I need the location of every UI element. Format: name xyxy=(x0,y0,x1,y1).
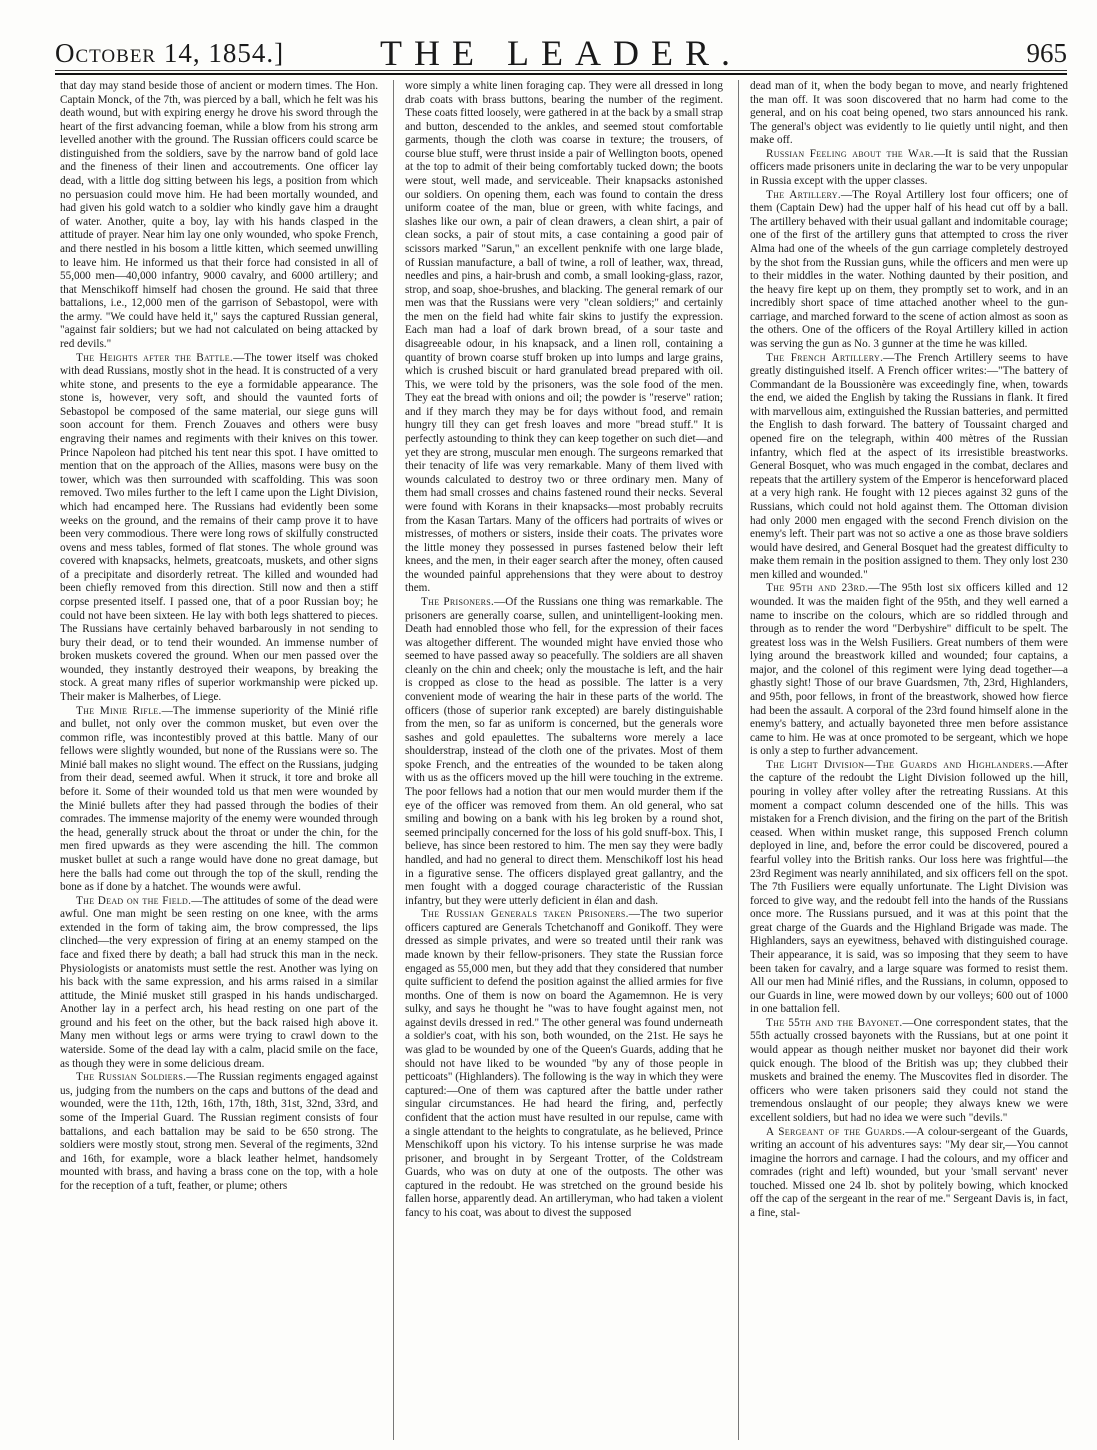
section-heading: The Artillery. xyxy=(766,188,841,201)
paragraph: that day may stand beside those of ancient or modern times. The Hon. Captain Monck, of the 7th, was pierced by a ball, which he felt was his death wound, but with expiring energy he drove his sword through the heart of the first advancing foeman, while a blow from his strong arm levelled another with the ground. The Russian officers could scarce be distinguished from the soldiers, save by the narrow band of gold lace and the fineness of their linen and accoutrements. One officer lay dead, with a little dog sitting between his legs, a position from which no persuasion could move him. He had been mortally wounded, and had given his gold watch to a soldier who kindly gave him a draught of water. Another, quite a boy, lay with his hands clasped in the attitude of prayer. Near him lay one only wounded, who spoke French, and there nestled in his bosom a little kitten, which seemed unwilling to leave him. He informed us that their force had consisted in all of 55,000 men—40,000 infantry, 9000 cavalry, and 6000 artillery; and that Menschikoff himself had chosen the ground. He said that three battalions, i.e., 12,000 men of the garrison of Sebastopol, were with the army. "We could have held it," says the captured Russian general, "against fair soldiers; but we had not calculated on being attacked by red devils." xyxy=(60,80,378,350)
section-heading: Russian Feeling about the War. xyxy=(766,147,934,160)
issue-date: October 14, 1854.] xyxy=(55,38,285,68)
article-columns xyxy=(60,80,1072,1440)
paragraph-text: —The two superior officers captured are Generals Tchetchanoff and Gonikoff. They were dressed as simple privates, and were so treated until their rank was made known by their fellow-prisoners. They state the Russian force engaged as 55,000 men, but they add that they considered that number quite sufficient to defend the position against the allied armies for five months. One of them is now on board the Agamemnon. He is very sulky, and says he thought he "was to have fought against men, not against devils dressed in red." The other general was found underneath a soldier's coat, with his son, both wounded, on the 21st. He says he was glad to be wounded by one of the Queen's Guards, adding that he should not have liked to be wounded "by any of those people in petticoats" (Highlanders). The following is the way in which they were captured:—One of them was captured after the battle under rather singular circumstances. He had heard the firing, and, perfectly confident that the action must have resulted in our repulse, came with a single attendant to the heights to congratulate, as he believed, Prince Menschikoff upon his victory. To his intense surprise he was made prisoner, and brought in by Sergeant Trotter, of the Coldstream Guards, who was on duty at one of the outposts. The other was captured in the redoubt. He was stretched on the ground beside his fallen horse, apparently dead. An artilleryman, who had taken a violent fancy to his coat, was about to divest the supposed xyxy=(405,908,723,1219)
paragraph-text: —The 95th lost six officers killed and 12 wounded. It was the maiden fight of the 95th, and they well earned a name to inscribe on the colours, which are so riddled through and through as to render the word "Derbyshire" difficult to be spelt. The greatest loss was in the Welsh Fusiliers. Great numbers of them were lying around the breastwork killed and wounded; four captains, a major, and the colonel of this regiment were lying dead together—a ghastly sight! Those of our brave Guardsmen, 7th, 23rd, Highlanders, and 95th, poor fellows, in front of the breastwork, showed how fierce had been the assault. A corporal of the 23rd found himself alone in the enemy's battery, and actually bayoneted three men before assistance came to him. He was at once promoted to be sergeant, which we hope is only a step to further advancement. xyxy=(750,582,1068,758)
section-heading: A Sergeant of the Guards. xyxy=(766,1125,906,1138)
paragraph xyxy=(405,596,723,908)
paragraph-text: —The attitudes of some of the dead were awful. One man might be seen resting on one knee, with the arms extended in the form of taking aim, the brow compressed, the lips clinched—the very expression of firing at an enemy stamped on the face and fixed there by death; a ball had struck this man in the neck. Physiologists or anatomists must settle the rest. Another was lying on his back with the same expression, and his arms raised in a similar attitude, the Minié musket still grasped in his hands undischarged. Another lay in a perfect arch, his head resting on one part of the ground and his feet on the other, but the back raised high above it. Many men without legs or arms were trying to crawl down to the waterside. Some of the dead lay with a calm, placid smile on the face, as though they were in some delicious dream. xyxy=(60,894,378,1070)
paragraph xyxy=(750,1017,1068,1126)
column-divider xyxy=(393,80,394,1440)
paragraph xyxy=(60,352,378,705)
paragraph xyxy=(405,908,723,1220)
section-heading: The Dead on the Field. xyxy=(76,894,192,907)
paragraph xyxy=(750,189,1068,352)
paragraph xyxy=(750,148,1068,189)
paragraph-text: —The immense superiority of the Minié rifle and bullet, not only over the common musket, but even over the common rifle, was incontestibly proved at this battle. Many of our fellows were slightly wounded, but none of the Russians were so. The Minié ball makes no slight wound. The effect on the Russians, judging from their dead, seemed awful. When it struck, it tore and broke all before it. Some of their wounded told us that men were wounded by the Minié bullets after they had passed through the bodies of their comrades. The immense majority of the enemy were wounded through the head, generally struck about the throat or under the chin, for the men fired upwards as they were ascending the hill. The common musket bullet at such a range would have done no great damage, but here the balls had come out through the top of the skull, rending the bone as if done by a hatchet. The wounds were awful. xyxy=(60,704,378,894)
paragraph xyxy=(750,759,1068,1017)
paragraph-text: —The French Artillery seems to have greatly distinguished itself. A French officer writes:—"The battery of Commandant de la Boussionère was exceedingly fine, when, towards the end, we aided the English by taking the Russians in flank. It fired with marvellous aim, extinguished the Russian batteries, and permitted the English to dash forward. The battery of Toussaint charged and opened fire on the telegraph, within 400 mètres of the Russian infantry, which fled at the aspect of its irresistible breastworks. General Bosquet, who was much engaged in the combat, declares and repeats that the artillery system of the Emperor is henceforward placed at a very high rank. He fought with 12 pieces against 32 guns of the Russians, which could not hold against them. The Ottoman division had only 2000 men engaged with the second French division on the enemy's left. Their part was not so active a one as those brave soldiers would have desired, and General Bosquet had the greatest difficulty to make them remain in the position assigned to them. They only lost 230 men killed and wounded." xyxy=(750,351,1068,581)
paragraph: wore simply a white linen foraging cap. They were all dressed in long drab coats with brass buttons, bearing the number of the regiment. These coats fitted loosely, were gathered in at the back by a small strap and button, descended to the ankles, and seemed stout comfortable garments, though the cloth was coarse in texture; the trousers, of course blue stuff, were thrust inside a pair of Wellington boots, opened at the top to admit of their being comfortably tucked down; the boots were stout, well made, and serviceable. Their knapsacks astonished our soldiers. On opening them, each was found to contain the dress uniform coatee of the man, blue or green, with white facings, and slashes like our own, a pair of clean drawers, a clean shirt, a pair of clean socks, a pair of stout mits, a case containing a good pair of scissors marked "Sarun," an excellent penknife with one large blade, of Russian manufacture, a ball of twine, a roll of leather, wax, thread, needles and pins, a hair-brush and comb, a small looking-glass, razor, strop, and soap, shoe-brushes, and blacking. The general remark of our men was that the Russians were very "clean soldiers;" and certainly the men on the field had white fair skins to justify the expression. Each man had a loaf of dark brown bread, of a sour taste and disagreeable odour, in his knapsack, and a linen roll, containing a quantity of brown coarse stuff broken up into lumps and large grains, which is crushed biscuit or hard granulated bread prepared with oil. This, we were told by the prisoners, was the sole food of the men. They eat the bread with onions and oil; the powder is "reserve" ration; and if they march they may be for days without food, and remain hungry till they can get fresh loaves and more "bread stuff." It is perfectly astounding to think they can keep together on such diet—and yet they are strong, muscular men enough. The surgeons remarked that their tenacity of life was very remarkable. Many of them lived with wounds calculated to destroy two or three ordinary men. Many of them had small crosses and chains fastened round their necks. Several were found with Korans in their knapsacks—most probably recruits from the Kasan Tartars. Many of the officers had portraits of wives or mistresses, of mothers or sisters, inside their coats. The privates wore the little money they possessed in purses fastened below their left knees, and the men, in their eager search after the money, often caused the wounded painful apprehensions that they were about to destroy them. xyxy=(405,80,723,595)
paragraph xyxy=(750,352,1068,583)
paragraph xyxy=(60,705,378,895)
paragraph xyxy=(750,1126,1068,1221)
section-heading: The Light Division—The Guards and Highlanders. xyxy=(766,758,1034,771)
paragraph xyxy=(60,895,378,1072)
newspaper-title: THE LEADER. xyxy=(380,33,742,73)
paragraph-text: —The Royal Artillery lost four officers; one of them (Captain Dew) had the upper half of his head cut off by a ball. The artillery behaved with their usual gallant and indomitable courage; one of the first of the artillery guns that attempted to cross the river Alma had one of the wheels of the gun carriage completely destroyed by the shot from the Russian guns, while the officers and men were up to their middles in the water. Nothing daunted by their position, and the heavy fire kept up on them, they promptly set to work, and in an incredibly short space of time attached another wheel to the gun-carriage, and marched forward to the scene of action almost as soon as the others. One of the officers of the Royal Artillery killed in action was serving the gun as No. 3 gunner at the time he was killed. xyxy=(750,188,1068,350)
column-1 xyxy=(60,80,378,1440)
page-number: 965 xyxy=(1026,38,1067,68)
masthead-rule-thick xyxy=(55,73,1067,75)
paragraph-text: —A colour-sergeant of the Guards, writing an account of his adventures says: "My dear sir,—You cannot imagine the horrors and carnage. I had the colours, and my officer and comrades (right and left) wounded, but your 'small servant' never touched. Missed one 24 lb. shot by politely bowing, which knocked off the cap of the sergeant in the rear of me." Sergeant Davis is, in fact, a fine, stal- xyxy=(750,1125,1068,1219)
paragraph-text: —Of the Russians one thing was remarkable. The prisoners are generally coarse, sullen, and unintelligent-looking men. Death had ennobled those who fell, for the expression of their faces was altogether different. The wounded might have envied those who seemed to have passed away so peacefully. The soldiers are all shaven cleanly on the chin and cheek; only the moustache is left, and the hair is cropped as close to the head as possible. The latter is a very convenient mode of wearing the hair in these parts of the world. The officers (those of superior rank excepted) are barely distinguishable from the men, so far as uniform is concerned, but the generals wore sashes and gold epaulettes. The subalterns wore merely a lace shoulderstrap, instead of the cloth one of the privates. Most of them spoke French, and the entreaties of the wounded to be taken along with us as the officers moved up the hill were touching in the extreme. The poor fellows had a notion that our men would murder them if the eye of the officer was removed from them. An old general, who sat smiling and bowing on a bank with his leg broken by a round shot, seemed principally concerned for the loss of his gold snuff-box. This, I believe, has since been restored to him. The men say they were badly handled, and had no general to direct them. Menschikoff lost his head in a figurative sense. The officers displayed great gallantry, and the men fought with a dogged courage characteristic of the Russian infantry, but they were utterly deficient in élan and dash. xyxy=(405,595,723,907)
masthead-rule xyxy=(55,70,1067,71)
paragraph-text: —One correspondent states, that the 55th actually crossed bayonets with the Russians, but at one point it would appear as though neither musket nor bayonet did their work quick enough. The blood of the British was up; they clubbed their muskets and brained the enemy. The Muscovites fled in disorder. The officers who were taken prisoners said they could not stand the tremendous onslaught of our people; they always knew we were excellent soldiers, but had no idea we were such "devils." xyxy=(750,1016,1068,1124)
paragraph xyxy=(750,582,1068,759)
paragraph-text: —After the capture of the redoubt the Light Division followed up the hill, pouring in volley after volley after the retreating Russians. At this moment a compact column descended one of the hills. This was mistaken for a French division, and the firing on the part of the British ceased. When within musket range, this supposed French column deployed in line, and, before the error could be discovered, poured a fearful volley into the British ranks. Our loss here was frightful—the 23rd Regiment was nearly annihilated, and six officers fell on the spot. The 7th Fusiliers were equally unfortunate. The Light Division was forced to give way, and the redoubt fell into the hands of the Russians once more. The Russians pursued, and it was at this point that the great charge of the Guards and the Highland Brigade was made. The Highlanders, says an eyewitness, behaved with distinguished courage. Their appearance, it is said, was so imposing that they seem to have been taken for cavalry, and a large square was formed to resist them. All our men had Minié rifles, and the Russians, in column, opposed to our Guards in line, were mowed down by our volleys; 600 out of 1000 in one battalion fell. xyxy=(750,758,1068,1016)
paragraph-text: —The Russian regiments engaged against us, judging from the numbers on the caps and buttons of the dead and wounded, were the 11th, 12th, 16th, 17th, 18th, 31st, 32nd, 33rd, and some of the Imperial Guard. The Russian regiment consists of four battalions, and each battalion may be said to be 650 strong. The soldiers were mostly stout, strong men. Several of the regiments, 32nd and 16th, for example, wore a black leather helmet, handsomely mounted with brass, and having a brass cone on the top, with a hole for the reception of a tuft, feather, or plume; others xyxy=(60,1071,378,1192)
paragraph-text: —The tower itself was choked with dead Russians, mostly shot in the head. It is constructed of a very white stone, and presents to the eye a formidable appearance. The stone is, however, very soft, and should the vaunted forts of Sebastopol be composed of the same material, our siege guns will soon account for them. French Zouaves and others were busy engraving their names and regiments with their knives on this tower. Prince Napoleon had pitched his tent near this spot. I have omitted to mention that on the approach of the Allies, masons were busy on the tower, which was then surrounded with scaffolding. This was soon removed. Two miles further to the left I came upon the Light Division, which had encamped here. The Russians had evidently been some weeks on the ground, and the remains of their camp prove it to have been very commodious. There were long rows of skilfully constructed ovens and mess tables, formed of flat stones. The whole ground was covered with knapsacks, helmets, greatcoats, muskets, and other signs of a precipitate and disorderly retreat. The killed and wounded had been chiefly removed from this direction. Still now and then a stiff corpse presented itself. I passed one, that of a poor Russian boy; he could not have been sixteen. He lay with both legs shattered to pieces. The Russians have certainly behaved barbarously in not sending to bury their dead, or to tend their wounded. An immense number of broken muskets covered the ground. When our men passed over the wounded, they instantly destroyed their weapons, by breaking the stock. A great many rifles of superior workmanship were picked up. Their maker is Malherbes, of Liege. xyxy=(60,351,378,704)
section-heading: The 95th and 23rd. xyxy=(766,582,869,595)
section-heading: The Minie Rifle. xyxy=(76,704,162,717)
section-heading: The French Artillery. xyxy=(766,351,884,364)
section-heading: The Prisoners. xyxy=(421,595,495,608)
column-3 xyxy=(750,80,1068,1440)
section-heading: The Russian Soldiers. xyxy=(76,1071,187,1084)
column-2 xyxy=(405,80,723,1440)
paragraph: dead man of it, when the body began to move, and nearly frightened the man off. It was soon discovered that no harm had come to the general, and on his coat being opened, two stars announced his rank. The general's object was evidently to lie quietly until night, and then make off. xyxy=(750,80,1068,147)
paragraph-text: —It is said that the Russian officers made prisoners unite in declaring the war to be very unpopular in Russia except with the upper classes. xyxy=(750,147,1068,188)
masthead xyxy=(55,14,1067,72)
section-heading: The Russian Generals taken Prisoners. xyxy=(421,908,629,921)
paragraph xyxy=(60,1071,378,1193)
section-heading: The 55th and the Bayonet. xyxy=(766,1016,903,1029)
section-heading: The Heights after the Battle. xyxy=(76,351,234,364)
column-divider xyxy=(738,80,739,1440)
